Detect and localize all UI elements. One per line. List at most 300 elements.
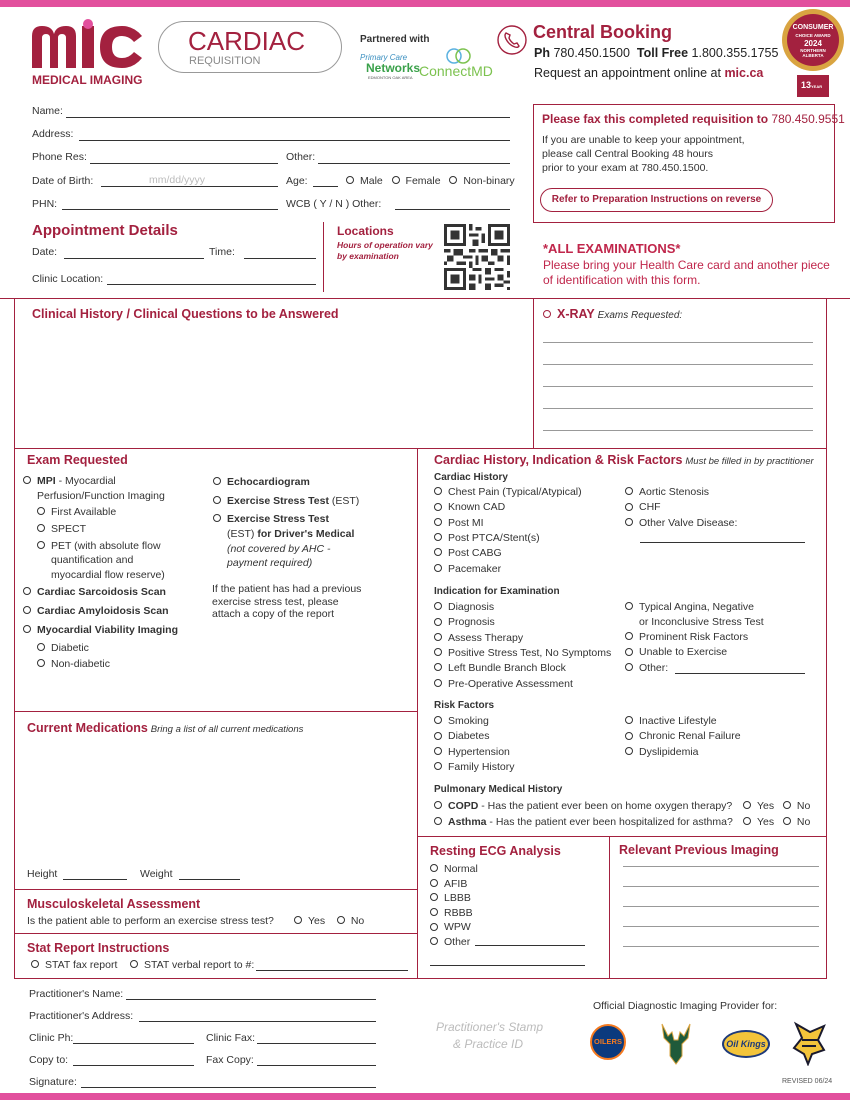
est-driver-l2a: (EST): [227, 528, 258, 540]
ind-right-label-0: Prominent Risk Factors: [639, 631, 749, 643]
clinic-location-field[interactable]: [107, 284, 316, 285]
hist-left-option-5[interactable]: [434, 563, 501, 576]
site-link[interactable]: mic.ca: [724, 66, 764, 80]
right-border: [826, 449, 827, 978]
fax-number[interactable]: 780.450.9551: [771, 112, 845, 126]
risk-left-label-1: Diabetes: [448, 730, 490, 743]
hist-left-option-2[interactable]: [434, 517, 484, 530]
meds-header: [27, 721, 303, 735]
weight-label: Weight: [140, 868, 173, 880]
booking-title: Central Booking: [533, 22, 673, 42]
spect-label: SPECT: [51, 523, 87, 535]
form-title: CARDIAC: [188, 26, 306, 56]
stamp-line2: & Practice ID: [453, 1037, 524, 1051]
copd-yes-no: [743, 800, 810, 813]
fax-line3: prior to your exam at 780.450.1500.: [542, 162, 709, 174]
ecg-option-5[interactable]: [430, 936, 470, 949]
viability-radio[interactable]: [23, 625, 31, 633]
hist-right-option-2[interactable]: [625, 517, 737, 530]
prior-title: Relevant Previous Imaging: [619, 843, 779, 857]
stingers-logo-icon: [790, 1020, 830, 1066]
risk-right-radio-1[interactable]: [625, 732, 633, 740]
dob-placeholder: mm/dd/yyyy: [149, 174, 206, 186]
risk-right-option-0[interactable]: [625, 715, 717, 728]
risk-left-label-0: Smoking: [448, 715, 489, 727]
address-field[interactable]: [79, 140, 510, 141]
locations-sub1: Hours of operation vary: [337, 240, 433, 250]
award-badge: [780, 9, 846, 97]
wcb-label: WCB ( Y / N ) Other:: [286, 198, 382, 210]
est-radio[interactable]: [213, 496, 221, 504]
oilers-logo-icon: OILERS: [590, 1024, 626, 1060]
risk-left-label-3: Family History: [448, 760, 515, 773]
ecg-option-4[interactable]: [430, 921, 471, 934]
other-valve-field[interactable]: [640, 542, 805, 543]
bottom-bar: [0, 1093, 850, 1100]
hist-right-label-2: Other Valve Disease:: [639, 516, 738, 529]
ind-left-radio-0[interactable]: [434, 602, 442, 610]
phone-res-label: Phone Res:: [32, 151, 87, 163]
est-driver-line3: (not covered by AHC -: [227, 543, 331, 555]
est-driver-line2: [227, 528, 354, 541]
ind-right-option-1[interactable]: [625, 646, 727, 659]
ind-left-radio-2[interactable]: [434, 633, 442, 641]
signature-field[interactable]: [81, 1087, 376, 1088]
mpi-option[interactable]: [23, 475, 116, 488]
nonbinary-label: Non-binary: [463, 175, 515, 187]
copd-yes-radio[interactable]: [743, 801, 751, 809]
fax-line1: If you are unable to keep your appointment,: [542, 134, 745, 146]
msk-yes-label: Yes: [308, 915, 326, 927]
diabetic-radio[interactable]: [37, 643, 45, 651]
award-year: 2024: [804, 39, 822, 48]
ecg-label-5: Other: [444, 936, 471, 948]
asthma-no-label: No: [796, 816, 811, 828]
est-driver-label: Exercise Stress Test: [227, 513, 329, 525]
typical-angina-radio[interactable]: [625, 602, 633, 610]
booking-online-line: [534, 66, 763, 80]
ind-right-radio-1[interactable]: [625, 648, 633, 656]
copd-yes-label: Yes: [757, 800, 775, 812]
ind-left-label-2: Assess Therapy: [448, 631, 524, 644]
msk-no-label: No: [350, 915, 365, 927]
xray-radio[interactable]: [543, 310, 551, 318]
typical-angina-label: Typical Angina, Negative: [639, 601, 754, 613]
prac-name-field[interactable]: [126, 999, 376, 1000]
stat-fax-radio[interactable]: [31, 960, 39, 968]
other-phone-field[interactable]: [318, 163, 510, 164]
time-label: Time:: [209, 246, 235, 258]
prac-address-label: Practitioner's Address:: [29, 1010, 134, 1022]
risk-left-label-2: Hypertension: [448, 745, 510, 758]
ind-left-option-1[interactable]: [434, 616, 495, 629]
pcn-sub: EDMONTON OAK AREA: [368, 75, 413, 80]
xray-sub: Exams Requested:: [597, 310, 683, 321]
hist-left-radio-3[interactable]: [434, 533, 442, 541]
amyloidosis-label: Cardiac Amyloidosis Scan: [37, 605, 169, 617]
ind-left-option-4[interactable]: [434, 662, 566, 675]
risk-right-label-1: Chronic Renal Failure: [639, 730, 741, 743]
copd-radio[interactable]: [434, 801, 442, 809]
est-driver-line4: payment required): [227, 557, 313, 569]
pet-line3: myocardial flow reserve): [51, 569, 165, 581]
stamp-line1: Practitioner's Stamp: [436, 1020, 543, 1034]
award-line1: CONSUMER: [792, 24, 834, 31]
fax-title: Please fax this completed requisition to: [542, 112, 769, 126]
dob-label: Date of Birth:: [32, 175, 94, 187]
ind-right-option-0[interactable]: [625, 631, 748, 644]
fax-copy-field[interactable]: [257, 1065, 376, 1066]
pet-label: PET (with absolute flow: [51, 540, 161, 552]
asthma-yes-label: Yes: [757, 816, 775, 828]
partnered-label: Partnered with: [360, 34, 430, 45]
mid-divider: [417, 449, 418, 978]
risk-left-radio-1[interactable]: [434, 732, 442, 740]
ind-right-label-2: Other:: [639, 661, 669, 674]
risk-left-radio-2[interactable]: [434, 747, 442, 755]
mpi-radio[interactable]: [23, 476, 31, 484]
nondiabetic-label: Non-diabetic: [51, 658, 110, 670]
hist-left-radio-4[interactable]: [434, 548, 442, 556]
ecg-label-1: AFIB: [444, 877, 468, 890]
stat-verbal-radio[interactable]: [130, 960, 138, 968]
phone-number[interactable]: 780.450.1500: [553, 46, 630, 60]
age-field[interactable]: [313, 186, 338, 187]
typical-angina-option[interactable]: [625, 601, 754, 614]
pet-line2: quantification and: [51, 554, 134, 566]
hist-left-option-0[interactable]: [434, 486, 582, 499]
risk-left-option-0[interactable]: [434, 715, 489, 728]
ind-left-radio-5[interactable]: [434, 679, 442, 687]
sex-options: [346, 175, 515, 187]
clinic-ph-label: Clinic Ph:: [29, 1032, 74, 1044]
risk-left-option-1[interactable]: [434, 730, 489, 743]
nondiabetic-radio[interactable]: [37, 659, 45, 667]
diabetic-option[interactable]: [37, 642, 89, 655]
tollfree-number[interactable]: 1.800.355.1755: [691, 46, 779, 60]
ind-left-label-3: Positive Stress Test, No Symptoms: [448, 646, 612, 659]
risk-right-radio-2[interactable]: [625, 747, 633, 755]
asthma-yes-no: [743, 816, 810, 829]
xray-line-1[interactable]: [543, 342, 813, 343]
est-driver-radio[interactable]: [213, 514, 221, 522]
height-field[interactable]: [63, 879, 127, 880]
est-driver-option[interactable]: [213, 513, 329, 526]
ecg-radio-1[interactable]: [430, 879, 438, 887]
ecg-other-field[interactable]: [475, 945, 585, 946]
copd-no-radio[interactable]: [783, 801, 791, 809]
cardiac-header: [434, 453, 814, 467]
sarcoidosis-label: Cardiac Sarcoidosis Scan: [37, 586, 166, 598]
xray-line-4[interactable]: [543, 408, 813, 409]
meds-sub: Bring a list of all current medications: [150, 724, 304, 735]
hist-left-label-3: Post PTCA/Stent(s): [448, 531, 540, 544]
asthma-radio[interactable]: [434, 817, 442, 825]
ecg-label-0: Normal: [444, 863, 478, 875]
viability-option[interactable]: [23, 624, 178, 637]
male-label: Male: [360, 175, 383, 187]
form-subtitle: REQUISITION: [189, 55, 261, 67]
fax-line2: please call Central Booking 48 hours: [542, 148, 714, 160]
first-available-option[interactable]: [37, 506, 116, 519]
first-available-label: First Available: [51, 506, 117, 518]
hist-left-label-1: Known CAD: [448, 501, 506, 514]
official-text: Official Diagnostic Imaging Provider for:: [593, 1000, 778, 1012]
other-phone-label: Other:: [286, 151, 316, 163]
exam-left-border: [14, 449, 15, 978]
est-rest: (EST): [328, 495, 360, 507]
est-option[interactable]: [213, 495, 359, 508]
stat-fax-option[interactable]: [31, 959, 117, 972]
weight-field[interactable]: [179, 879, 240, 880]
hist-left-label-2: Post MI: [448, 516, 484, 529]
award-line4: NORTHERN: [800, 48, 826, 53]
award-line5: ALBERTA: [802, 53, 824, 58]
xray-line-5[interactable]: [543, 430, 813, 431]
ind-left-radio-3[interactable]: [434, 648, 442, 656]
hist-left-label-5: Pacemaker: [448, 562, 502, 575]
oilkings-logo-icon: Oil Kings: [722, 1030, 770, 1058]
ecg-radio-3[interactable]: [430, 908, 438, 916]
hist-left-option-4[interactable]: [434, 547, 502, 560]
ecg-radio-4[interactable]: [430, 923, 438, 931]
prev-test-line1: If the patient has had a previous: [212, 583, 362, 595]
risk-right-option-2[interactable]: [625, 746, 699, 759]
ecg-rule: [417, 836, 827, 837]
prac-address-field[interactable]: [139, 1021, 376, 1022]
hist-left-radio-1[interactable]: [434, 503, 442, 511]
cardiac-note: Must be filled in by practitioner: [685, 456, 814, 467]
ecg-label-2: LBBB: [444, 892, 471, 905]
stat-rule: [14, 933, 417, 934]
sarcoidosis-option[interactable]: [23, 586, 166, 599]
prior-line-4[interactable]: [623, 926, 819, 927]
msk-yes-radio[interactable]: [294, 916, 302, 924]
msk-question: Is the patient able to perform an exercise stress test?: [27, 915, 274, 927]
date-field[interactable]: [64, 258, 204, 259]
booking-phone-line: [534, 46, 778, 60]
risk-right-radio-0[interactable]: [625, 716, 633, 724]
ecg-radio-5[interactable]: [430, 937, 438, 945]
hist-right-option-1[interactable]: [625, 501, 661, 514]
spect-option[interactable]: [37, 523, 86, 536]
stat-verbal-field[interactable]: [256, 970, 408, 971]
ind-left-label-0: Diagnosis: [448, 601, 495, 613]
logo-text: MEDICAL IMAGING: [32, 73, 143, 87]
mic-logo-icon: [30, 18, 148, 70]
ind-right-option-2[interactable]: [625, 662, 668, 675]
est-driver-l2b: for Driver's Medical: [257, 528, 355, 540]
prev-test-line2: exercise stress test, please: [212, 596, 339, 608]
fax-copy-label: Fax Copy:: [206, 1054, 254, 1066]
stat-verbal-label: STAT verbal report to #:: [144, 959, 255, 971]
prior-line-3[interactable]: [623, 906, 819, 907]
risk-right-option-1[interactable]: [625, 730, 741, 743]
top-bar: [0, 0, 850, 7]
wcb-field[interactable]: [395, 209, 510, 210]
xray-header: [543, 307, 682, 321]
hist-title: Cardiac History: [434, 472, 508, 483]
hist-right-radio-0[interactable]: [625, 487, 633, 495]
hist-left-option-1[interactable]: [434, 501, 505, 514]
risk-left-option-2[interactable]: [434, 746, 510, 759]
prep-instructions-button[interactable]: Refer to Preparation Instructions on reverse: [540, 188, 773, 212]
asthma-bold: Asthma: [448, 816, 487, 828]
hist-left-option-3[interactable]: [434, 532, 540, 545]
ind-left-option-3[interactable]: [434, 647, 611, 660]
award-line2: CHOICE AWARD: [795, 33, 831, 38]
hist-left-label-0: Chest Pain (Typical/Atypical): [448, 486, 582, 498]
clinic-ph-field[interactable]: [73, 1043, 194, 1044]
sarcoidosis-radio[interactable]: [23, 587, 31, 595]
prior-line-5[interactable]: [623, 946, 819, 947]
hist-left-label-4: Post CABG: [448, 547, 502, 560]
ind-right-radio-0[interactable]: [625, 632, 633, 640]
ind-left-option-0[interactable]: [434, 601, 494, 614]
mpi-bold: MPI: [37, 475, 56, 487]
echo-radio[interactable]: [213, 477, 221, 485]
dob-field[interactable]: [101, 186, 278, 187]
hist-right-radio-2[interactable]: [625, 518, 633, 526]
ecg-option-3[interactable]: [430, 907, 473, 920]
amyloidosis-radio[interactable]: [23, 606, 31, 614]
award-years: 13: [801, 80, 812, 90]
name-label: Name:: [32, 105, 63, 117]
stat-verbal-option[interactable]: [130, 959, 254, 972]
cardiac-title: Cardiac History, Indication & Risk Factors: [434, 453, 683, 467]
bottom-border: [14, 978, 827, 979]
all-exams-line1: Please bring your Health Care card and another piece: [543, 258, 830, 272]
ecg-option-1[interactable]: [430, 878, 467, 891]
meds-rule: [14, 711, 417, 712]
xray-line-3[interactable]: [543, 386, 813, 387]
clinic-fax-label: Clinic Fax:: [206, 1032, 256, 1044]
date-label: Date:: [32, 246, 58, 258]
prac-name-label: Practitioner's Name:: [29, 988, 124, 1000]
pet-option[interactable]: [37, 540, 161, 553]
clinical-text-area[interactable]: [20, 326, 528, 444]
pet-radio[interactable]: [37, 541, 45, 549]
prev-test-line3: attach a copy of the report: [212, 608, 334, 620]
ind-left-option-5[interactable]: [434, 678, 573, 691]
female-radio[interactable]: [392, 176, 400, 184]
exam-title: Exam Requested: [27, 453, 128, 467]
xray-line-2[interactable]: [543, 364, 813, 365]
time-field[interactable]: [244, 258, 316, 259]
echo-label: Echocardiogram: [227, 476, 310, 488]
risk-title: Risk Factors: [434, 700, 495, 711]
risk-right-label-2: Dyslipidemia: [639, 745, 699, 758]
hist-left-radio-5[interactable]: [434, 564, 442, 572]
phone-res-field[interactable]: [90, 163, 278, 164]
phn-label: PHN:: [32, 198, 58, 210]
msk-title: Musculoskeletal Assessment: [27, 897, 201, 911]
prior-line-2[interactable]: [623, 886, 819, 887]
name-field[interactable]: [66, 117, 510, 118]
spect-radio[interactable]: [37, 524, 45, 532]
ecg-title: Resting ECG Analysis: [430, 844, 561, 858]
clinic-location-label: Clinic Location:: [32, 273, 104, 285]
address-label: Address:: [32, 128, 74, 140]
hist-left-radio-0[interactable]: [434, 487, 442, 495]
viability-label: Myocardial Viability Imaging: [37, 624, 179, 636]
hist-right-label-0: Aortic Stenosis: [639, 486, 710, 498]
amyloidosis-option[interactable]: [23, 605, 169, 618]
ecg-label-4: WPW: [444, 921, 471, 934]
ecg-label-3: RBBB: [444, 906, 473, 919]
mpi-rest: - Myocardial: [55, 475, 116, 487]
copd-bold: COPD: [448, 800, 479, 812]
signature-label: Signature:: [29, 1076, 77, 1088]
connectmd-logo: ConnectMD: [419, 63, 493, 79]
meds-text-area[interactable]: [20, 740, 410, 850]
copd-row: [434, 800, 732, 813]
risk-left-radio-3[interactable]: [434, 762, 442, 770]
echo-option[interactable]: [213, 476, 310, 489]
ecg-option-2[interactable]: [430, 892, 471, 905]
male-radio[interactable]: [346, 176, 354, 184]
nondiabetic-option[interactable]: [37, 658, 110, 671]
ecg-divider: [609, 836, 610, 978]
ecg-radio-2[interactable]: [430, 893, 438, 901]
ecg-extra-field[interactable]: [430, 965, 585, 966]
prior-line-1[interactable]: [623, 866, 819, 867]
hist-right-option-0[interactable]: [625, 486, 709, 499]
elks-logo-icon: [658, 1022, 694, 1066]
phn-field[interactable]: [62, 209, 278, 210]
appointment-divider: [323, 222, 324, 292]
asthma-rest: - Has the patient ever been hospitalized for asthma?: [486, 816, 733, 828]
age-label: Age:: [286, 175, 308, 187]
ind-right-radio-2[interactable]: [625, 663, 633, 671]
ind-left-label-1: Prognosis: [448, 616, 495, 629]
pcn-logo: Networks: [366, 61, 421, 75]
hist-right-label-1: CHF: [639, 501, 661, 514]
clinic-fax-field[interactable]: [257, 1043, 376, 1044]
asthma-no-radio[interactable]: [783, 817, 791, 825]
all-exams-line2: of identification with this form.: [543, 273, 701, 287]
first-available-radio[interactable]: [37, 507, 45, 515]
copy-to-label: Copy to:: [29, 1054, 69, 1066]
ind-other-field[interactable]: [675, 673, 805, 674]
locations-sub2: by examination: [337, 251, 399, 261]
risk-left-option-3[interactable]: [434, 761, 515, 774]
msk-no-radio[interactable]: [337, 916, 345, 924]
copd-no-label: No: [796, 800, 811, 812]
phone-icon: [496, 24, 528, 56]
asthma-yes-radio[interactable]: [743, 817, 751, 825]
msk-yes-no: [294, 915, 364, 928]
risk-left-radio-0[interactable]: [434, 716, 442, 724]
hist-right-radio-1[interactable]: [625, 503, 633, 511]
ind-left-radio-4[interactable]: [434, 663, 442, 671]
female-label: Female: [405, 175, 441, 187]
nonbinary-radio[interactable]: [449, 176, 457, 184]
qr-code-icon[interactable]: [444, 224, 510, 290]
hist-left-radio-2[interactable]: [434, 518, 442, 526]
award-year-label: YEAR: [811, 84, 823, 89]
msk-rule: [14, 889, 417, 890]
ind-right-label-1: Unable to Exercise: [639, 646, 728, 659]
ecg-option-0[interactable]: [430, 863, 478, 876]
ind-title: Indication for Examination: [434, 586, 560, 597]
ecg-radio-0[interactable]: [430, 864, 438, 872]
pulm-title: Pulmonary Medical History: [434, 784, 563, 795]
appointment-title: Appointment Details: [32, 222, 178, 239]
ind-left-radio-1[interactable]: [434, 618, 442, 626]
ind-left-option-2[interactable]: [434, 632, 523, 645]
copy-to-field[interactable]: [73, 1065, 194, 1066]
